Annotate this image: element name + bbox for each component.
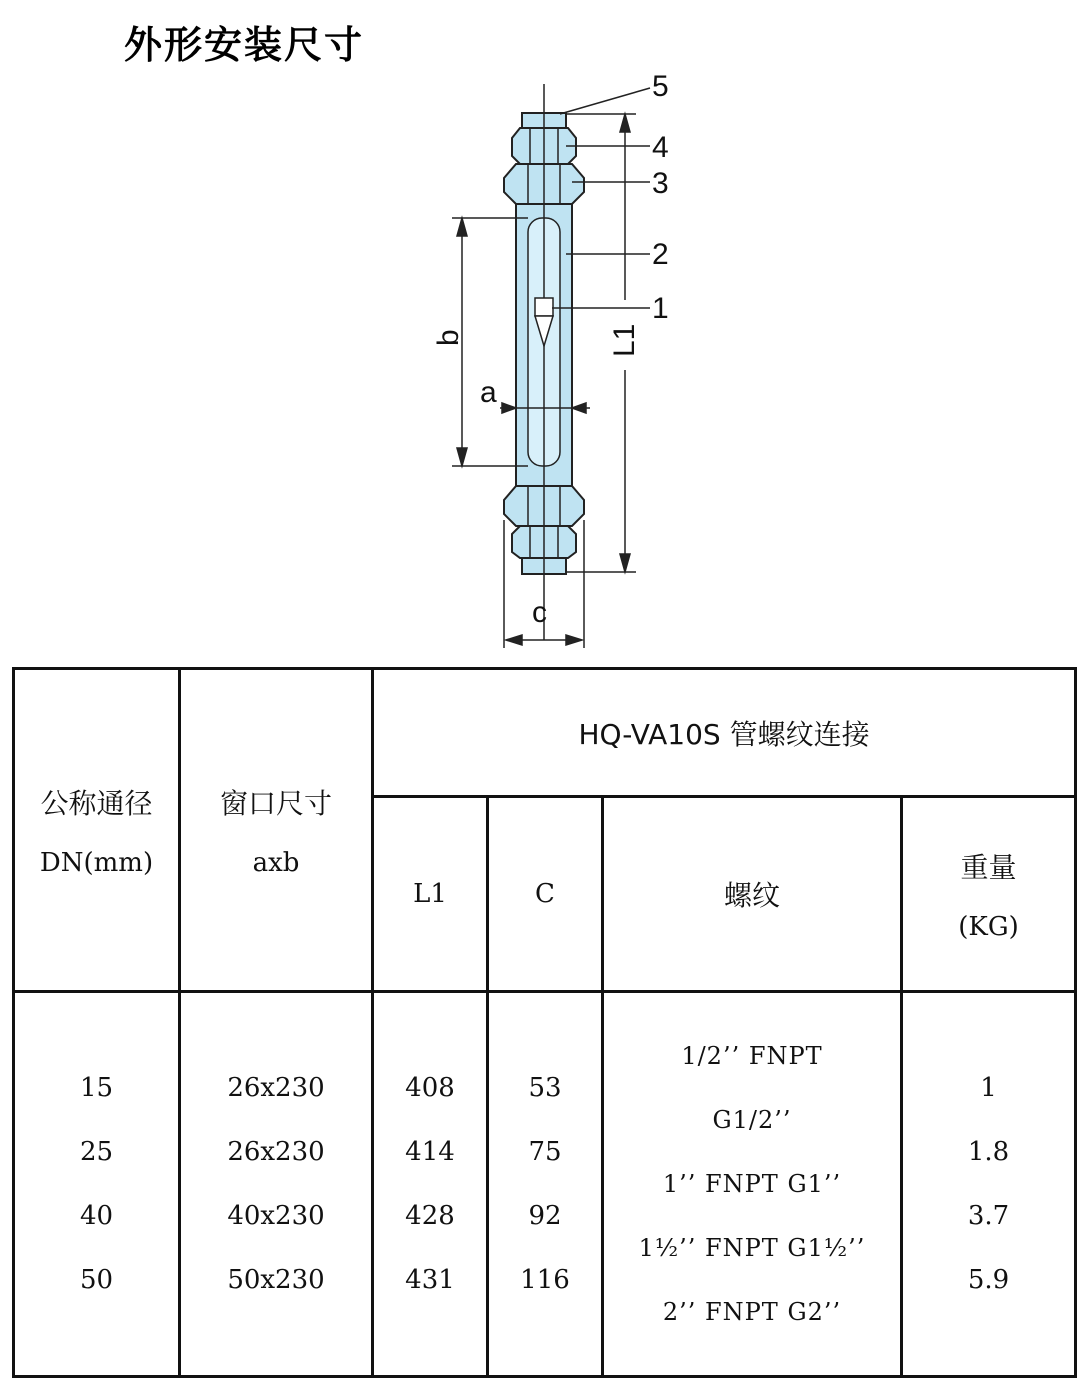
c-value: 75 [528, 1137, 562, 1167]
header-weight [902, 797, 1076, 992]
dim-b-label: b [432, 329, 465, 346]
callout-1: 1 [652, 292, 669, 325]
dn-values [14, 992, 180, 1377]
c-values [488, 992, 603, 1377]
header-dn [14, 669, 180, 992]
header-dn-unit: DN(mm) [39, 848, 154, 878]
callout-3: 3 [652, 167, 669, 200]
callout-2: 2 [652, 238, 669, 271]
header-dn-label: 公称通径 [40, 787, 153, 820]
window-value: 50x230 [227, 1265, 325, 1295]
page-title: 外形安装尺寸 [124, 23, 365, 67]
header-window [180, 669, 373, 992]
callout-4: 4 [652, 131, 669, 164]
header-group-label: HQ-VA10S 管螺纹连接 [578, 717, 870, 751]
flow-indicator-drawing [0, 0, 1087, 660]
weight-value: 1 [980, 1073, 997, 1103]
weight-values [902, 992, 1076, 1377]
window-values [180, 992, 373, 1377]
header-window-unit: axb [252, 848, 300, 878]
header-thread-label: 螺纹 [723, 879, 780, 912]
spec-table [12, 667, 1077, 1378]
thread-value: 1½’’ FNPT G1½’’ [638, 1234, 866, 1262]
l1-value: 431 [405, 1265, 455, 1295]
header-window-label: 窗口尺寸 [219, 787, 332, 820]
header-weight-label: 重量 [960, 851, 1017, 884]
dim-a-label: a [480, 376, 497, 409]
window-value: 26x230 [227, 1073, 325, 1103]
dn-value: 15 [79, 1073, 114, 1103]
header-thread [603, 797, 902, 992]
dim-c-label: c [532, 596, 547, 629]
header-group [373, 669, 1076, 797]
c-value: 116 [520, 1265, 570, 1295]
window-value: 40x230 [227, 1201, 325, 1231]
thread-value: 1/2’’ FNPT [681, 1042, 823, 1070]
window-value: 26x230 [227, 1137, 325, 1167]
dn-value: 25 [79, 1137, 114, 1167]
thread-value: 1’’ FNPT G1’’ [662, 1170, 842, 1198]
dim-l1-label: L1 [608, 323, 641, 357]
weight-value: 3.7 [967, 1201, 1010, 1231]
dn-value: 40 [79, 1201, 114, 1231]
thread-value: 2’’ FNPT G2’’ [662, 1298, 842, 1326]
header-l1: L1 [373, 797, 488, 992]
weight-value: 1.8 [967, 1137, 1010, 1167]
c-value: 92 [528, 1201, 562, 1231]
dn-value: 50 [79, 1265, 114, 1295]
thread-values [603, 992, 902, 1377]
header-c: C [488, 797, 603, 992]
l1-value: 428 [405, 1201, 455, 1231]
weight-value: 5.9 [967, 1265, 1010, 1295]
l1-values [373, 992, 488, 1377]
l1-value: 414 [405, 1137, 455, 1167]
header-weight-unit: (KG) [958, 912, 1019, 942]
c-value: 53 [528, 1073, 562, 1103]
thread-value: G1/2’’ [712, 1106, 792, 1134]
callout-5: 5 [652, 70, 669, 103]
l1-value: 408 [405, 1073, 455, 1103]
